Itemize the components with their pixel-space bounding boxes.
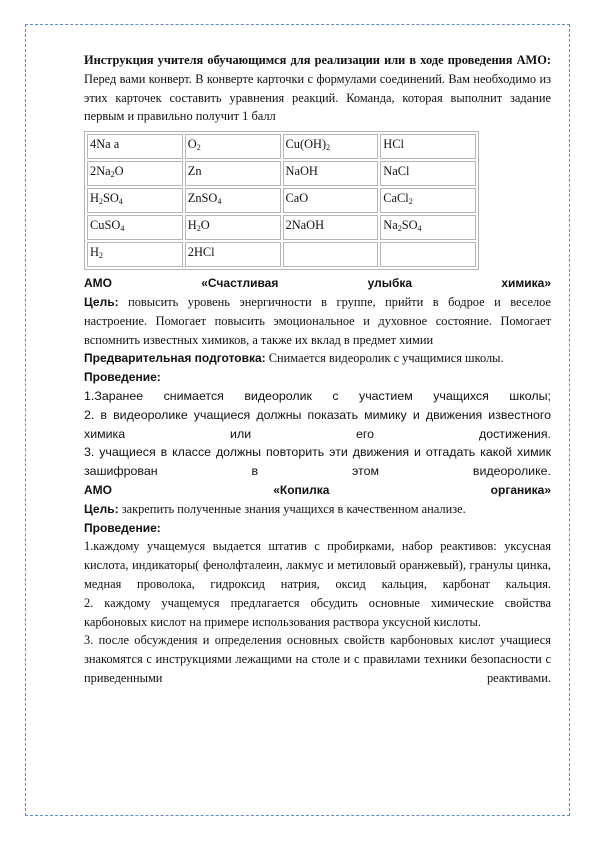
formula-text: SO: [401, 218, 418, 233]
amo2-goal: [84, 500, 551, 519]
amo1-goal-text: повысить уровень энергичности в группе, прийти в бодрое и веселое настроение. Помогает повысить эмоциональное и духовное состояние. Помогает вспомнить известных химиков, а также их вклад в предмет химии: [84, 294, 551, 347]
formula-subscript: 2: [397, 224, 402, 234]
formula-text: Na: [383, 218, 398, 233]
formula-card-cell: [185, 134, 281, 159]
amo2-title: АМО «Копилка органика»: [84, 482, 551, 497]
formula-text: 2Na: [90, 164, 111, 179]
formula-text: 2HCl: [187, 245, 215, 260]
amo1-title: АМО «Счастливая улыбка химика»: [84, 276, 551, 291]
amo1-prep: [84, 349, 551, 368]
cards-row: [87, 242, 476, 267]
formula-card-cell: [87, 161, 183, 186]
amo1-step1: 1.Заранее снимается видеоролик с участием учащихся школы;: [84, 388, 551, 403]
formula-card-cell: [283, 188, 379, 213]
formula-card-cell: [380, 215, 476, 240]
formula-card-cell: [283, 242, 379, 267]
formula-text: H: [187, 218, 197, 233]
formula-subscript: 2: [110, 170, 115, 180]
formula-text: CaCl: [383, 191, 409, 206]
amo1-step2: 2. в видеоролике учащиеся должны показать мимику и движения известного химика или его достижения.: [84, 407, 551, 441]
amo2-procedure-label: Проведение:: [84, 520, 161, 535]
formula-text: 4Na a: [90, 137, 120, 152]
formula-card-cell: [185, 161, 281, 186]
formula-card-cell: [380, 161, 476, 186]
formula-subscript: 4: [120, 224, 125, 234]
amo2-goal-text: закрепить полученные знания учащихся в качественном анализе.: [121, 501, 466, 516]
formula-text: CuSO: [90, 218, 121, 233]
amo1-prep-text: Снимается видеоролик с учащимися школы.: [268, 351, 504, 366]
amo1-procedure-label: Проведение:: [84, 370, 161, 385]
formula-text: H: [90, 191, 99, 206]
intro-heading: [84, 51, 551, 70]
formula-subscript: 2: [408, 197, 413, 207]
document-body: [84, 51, 551, 688]
formula-card-cell: [380, 134, 476, 159]
formula-card-cell: [185, 215, 281, 240]
formula-subscript: 2: [98, 251, 103, 261]
formula-text: H: [90, 245, 99, 260]
formula-card-cell: [283, 161, 379, 186]
formula-card-cell: [283, 134, 379, 159]
amo1-step3: 3. учащиеся в классе должны повторить эти движения и отгадать какой химик зашифрован в этом видеоролике.: [84, 445, 551, 479]
formula-card-cell: [87, 188, 183, 213]
formula-text: Zn: [187, 164, 202, 179]
formula-text: 2NaOH: [285, 218, 325, 233]
intro-heading-line2-left: проведения: [447, 53, 513, 67]
intro-heading-line2-right: АМО:: [516, 53, 551, 67]
formula-text: O: [187, 137, 197, 152]
intro-heading-line1: Инструкция учителя обучающимся для реализации или в ходе: [84, 53, 444, 67]
formula-subscript: 4: [417, 224, 422, 234]
formula-subscript: 4: [217, 197, 222, 207]
formula-text: SO: [102, 191, 119, 206]
formula-card-cell: [283, 215, 379, 240]
amo1-prep-label: Предварительная подготовка:: [84, 351, 266, 366]
formula-card-cell: [380, 242, 476, 267]
formula-text: NaOH: [285, 164, 318, 179]
cards-row: [87, 134, 476, 159]
formula-text: NaCl: [383, 164, 410, 179]
intro-text: Перед вами конверт. В конверте карточки с формулами соединений. Вам необходимо из этих карточек составить уравнения реакций. Команда, которая выполнит задание первым и правильно получит 1 балл: [84, 71, 551, 124]
formula-cards-table: [84, 131, 479, 270]
formula-text: Cu(OH): [285, 137, 327, 152]
formula-card-cell: [380, 188, 476, 213]
amo2-goal-label: Цель:: [84, 501, 119, 516]
formula-subscript: 2: [98, 197, 103, 207]
amo2-step1: 1.каждому учащемуся выдается штатив с пробирками, набор реактивов: уксусная кислота, индикаторы( фенолфталеин, лакмус и метиловый оранжевый), гранулы цинка, медная проволока, гидроксид натрия, оксид кальция, карбонат кальция.: [84, 539, 551, 591]
formula-text: O: [200, 218, 210, 233]
formula-card-cell: [185, 188, 281, 213]
amo2-step2: 2. каждому учащемуся предлагается обсудить основные химические свойства карбоновых кислот на примере использования раствора уксусной кислоты.: [84, 595, 551, 629]
formula-card-cell: [87, 215, 183, 240]
formula-text: HCl: [383, 137, 404, 152]
amo1-goal: [84, 293, 551, 349]
formula-subscript: 4: [118, 197, 123, 207]
formula-subscript: 2: [326, 143, 331, 153]
formula-card-cell: [87, 134, 183, 159]
amo2-step3: 3. после обсуждения и определения основных свойств карбоновых кислот учащиеся знакомятся с инструкциями лежащими на столе и с правилами техники безопасности с приведенными реактивами.: [84, 633, 551, 685]
formula-subscript: 2: [196, 224, 201, 234]
formula-card-cell: [87, 242, 183, 267]
formula-text: CaO: [285, 191, 309, 206]
formula-text: O: [114, 164, 124, 179]
formula-card-cell: [185, 242, 281, 267]
amo1-goal-label: Цель:: [84, 294, 119, 309]
cards-row: [87, 215, 476, 240]
cards-row: [87, 161, 476, 186]
formula-subscript: 2: [196, 143, 201, 153]
cards-row: [87, 188, 476, 213]
formula-text: ZnSO: [187, 191, 218, 206]
